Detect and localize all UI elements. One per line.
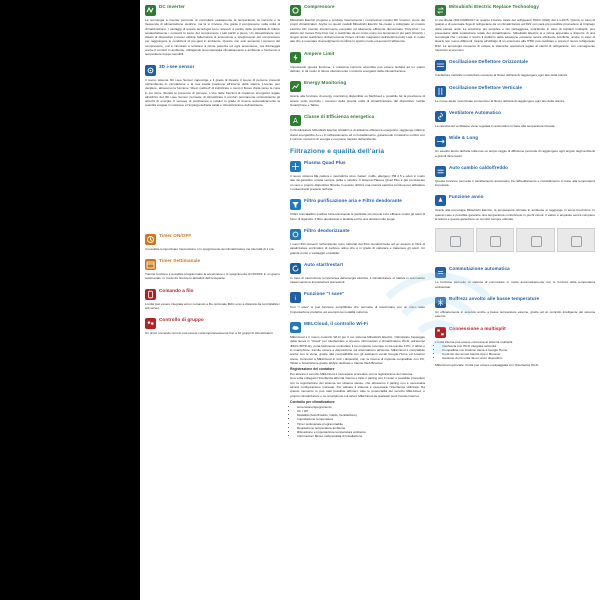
plasma-icon (290, 161, 301, 172)
block-body: Tramite funzione è possibile programmare la accensione o lo spegnimento di ON/OFF in un giorno settimanale, in modo da riuscire le abitudini dell'occupante. (145, 272, 280, 281)
block-title: DC Inverter (159, 4, 185, 9)
block-body: In caso di interruzione temporanea dell'energia elettrica, il climatizzatore si riattiva in automatico riassumendo le impostazioni precedenti. (290, 275, 425, 285)
block-body: L'unità può essere integrata ad un comando a filo opzionale MAC-xxxx a distanza da controllabile i wifi server. (145, 301, 280, 310)
block-oscillazione-orizzontale (435, 59, 595, 77)
product-image-grid (435, 228, 595, 252)
block-body: Le nuove alette motorizzate consentono al flusso dell'aria di raggiungere ogni lato della stanza. (435, 98, 565, 103)
block-title: Plasma Quad Plus (304, 160, 346, 166)
block-body: Il climatizzatore Mitsubishi Electric Ultrathin è di altissima efficienza energetica, raggiunge infatti le classi energetiche A+++ in raffrescamento ed in riscaldamento, garantendo il massimo confort con il minimo consumo di energia e nel pieno rispetto dell'ambiente. (290, 128, 425, 141)
block-body: L'unità interna può essere connessa al sistema multisplit. (435, 339, 514, 344)
block-title: Oscillazione Deflettore Orizzontale (449, 59, 529, 65)
block-ventilatore-automatico (435, 110, 595, 128)
block-filtro-deodorizzante (290, 228, 425, 255)
deodorant-filter-icon (290, 229, 301, 240)
list-item: • Informazioni Meteo nella località di installazione (297, 434, 425, 438)
block-classe-efficienza (290, 114, 425, 141)
block-title: Connessione a multisplit (449, 325, 506, 331)
block-title: Oscillazione Deflettore Verticale (449, 84, 522, 90)
block-timer-onoff (145, 233, 280, 251)
list-item: • Timer settimanale programmabile (297, 422, 425, 426)
block-replace-technology (435, 4, 595, 52)
block-wide-long (435, 135, 595, 158)
section-title-air: Filtrazione e qualità dell'aria (290, 148, 385, 156)
block-title: Filtro deodorizzante (304, 227, 350, 233)
list-item: • Modalità (Auto/Freddo, Caldo, Ventilazione) (297, 413, 425, 417)
list-item: • Compatibile con Amazon Alexa e Google Home (442, 348, 595, 352)
timer-icon (145, 234, 156, 245)
wired-remote-icon (145, 289, 156, 300)
block-title: Comando a filo (159, 287, 194, 293)
block-body: Impostando questa funzione, è massima corrente assorbita può essere limitata ad un valore definito, in tal modo si riduce ulteriormente i consumi energetici della climatizzazione. (290, 64, 425, 74)
startup-icon (435, 195, 446, 206)
list-item: • Interfaccia con Wi-Fi integrata nell'unità (442, 344, 595, 348)
column-middle (285, 0, 430, 446)
calendar-icon (145, 259, 156, 270)
product-image (516, 228, 555, 252)
block-body: Con "I save" si può funzione semplificato che permette di selezionare con un unico tasto l'impostazione preferita, ad esempio la modalità notturna. (290, 305, 425, 314)
widelong-icon (435, 136, 446, 147)
block-title: 3D i-see sensor (159, 63, 195, 69)
column-left (140, 0, 285, 343)
block-body: Grazie alla funzione di energy monitoring disponibile su MelCloud è possibile far la previsione di tenere sotto controllo i consumi della propria unità di climatizzazione dal dispositivo mobile Smartphone e Tablet. (290, 94, 425, 107)
block-title: Energy Monitoring (304, 80, 347, 86)
block-dc-inverter (145, 4, 280, 57)
energy-class-icon (290, 115, 301, 126)
block-title: Bulfrezz avvolto alle basse temperature (449, 295, 540, 301)
block-timer-settimanale (145, 258, 280, 281)
block-body: In via diretta (2017/2020/02 l'un quanto il banco totale del refrigeranti HCFC (R22) dal 1.1.2015. Quindi, in caso di guasto o di eventuale fuga di refrigerante da un climatizzatore ad R22 non sarà più possibile provvedere al rimpiego della stessa unità. La soluzione più semplice e più vantaggiosa, soprattutto in caso di impianti multisplit, può presentarsi dalla sostituzione totale del climatizzatore. Mitsubishi Electric si è prima apportata a disporre di una tecnologia che i trovate il nostro il riutilizzo della tubazione esistente senza effettuare bonifiche, anche in caso di lavarsi non nuovo differenti. Grazie all'obbligo di un escursore alla l'HSF può cambiare e presto il nuovo refrigerante R32. La tecnologia consente di evitare le classiche operazioni legate ai cambi di refrigerante, con conseguente risparmio economico. (435, 18, 595, 53)
block-body: Un elevato lancio dell'aria sulla rete un ampio raggio di diffusione permette di raggiungere ogni angolo degli ambienti a grandi dimensioni. (435, 149, 595, 158)
block-body: Il filtro fotocatalitico purifica l'aria eliminando le particelle più piccole ed è efficace contro gli odori di fumo di sigaretta. Il filtro deodorante è lavabile ed ha una durata molto lunga. (290, 212, 426, 221)
block-title: Ampere Limit (304, 50, 335, 56)
auto-change-icon (435, 166, 446, 177)
block-title: Compressore (304, 4, 335, 9)
list-item: • Rilevazione e impostazione temperatura ambiente (297, 430, 425, 434)
fan-icon (435, 111, 446, 122)
list-item: • Accensione/spegnimento (297, 405, 425, 409)
block-title: Filtro purificazione aria e Filtro deodorante (304, 198, 402, 204)
restart-icon (290, 263, 301, 274)
block-body: Mitsubishi Electric progetta e produce internamente i compressori rotativi DC Inverter, cuore dei propri climatizzatori. Anche su questi modelli Mitsubishi Electric ha creato e sviluppato un motore elettrico DC inverter interiormente compatto ed altamente efficiente denominato "Poly-Flux". Lo sfalcio del motore Poly-Flux non è realizzato da un corpo unico ma lamierato in più parti (circuiti), i singoli nuclei realizzano uniformemente l'intero circuito magnetico dell'elettrica polo) Lapi, in modo tale che è smontare di avvolgimento riembire lo spazio morto ed aumenti l'efficienza. (290, 18, 425, 44)
block-auto-cambio (435, 165, 595, 188)
block-title: Mitsubishi Electric Replace Technology (449, 4, 539, 9)
svg-text:i: i (294, 296, 297, 303)
list-item: • Impostazione temperatura (297, 417, 425, 421)
replace-icon (435, 5, 446, 16)
block-title: Funzione "I save" (304, 291, 345, 297)
ampere-icon (290, 52, 301, 63)
isave-icon (290, 292, 301, 303)
melcloud-paragraph-1: Per attivare il servizio MELCloud è necessario procedere con la registrazione del sistema. (290, 372, 413, 377)
group-control-icon (145, 318, 156, 329)
melcloud-subtitle-2: Controllo per climatizzatore (290, 399, 335, 404)
block-body: Questa funzione permette il cambiamento automatico fra raffreddamento e riscaldamento in base alla temperatura impostata. (435, 178, 595, 188)
svg-text:A: A (293, 118, 298, 126)
melcloud-control-list (297, 405, 425, 439)
block-body: La funzione permette al sistema di commutare in modo automaticamente con le funzioni della temperatura ambientale. (435, 280, 595, 289)
block-plasma-quad-plus (290, 160, 425, 191)
melcloud-paragraph-2: Una volta collegato l'interfaccia all'unità interna e fatto il pairing con il router è possibile procedere con la registrazione del sistema sul sistema stesso, che attraverso il pairing non è necessaria alcuna configurazione manuale. Per attivare il sistema è necessario l'interfaccia utilizzata. Da questo momento lo può stati possibile all'intero tutte le potenzialità del servizio MELCloud, e proprio climatizzatore e su smartphone sul valore MELCloud da qualsiasi posti tramite internet. (290, 376, 425, 398)
list-item: • Gestione di più unità da un unico dispositivo (442, 356, 595, 360)
energy-icon (290, 81, 301, 92)
block-title: MELCloud, il controllo Wi-Fi (304, 321, 368, 327)
block-title: Timer Settimanale (159, 258, 201, 264)
list-item: • Regolazione temperatura ambiente (297, 426, 425, 430)
block-body: Il nuovo sistema 3D i-see Sensor capovolge e il grado di rilevare il suono di persone presenti nell'ambiente in circolazione e la sua esatta posizione all'interno della stanza. L'utente può decidere, attraverso la funzione "direct method" di indirizzare o meno il flusso d'aria verso la zona in cui viene rilevata la presenza di persone. L'uso delle funzioni di risparmio energetico legate all'utilizzo del 3D i-see Sensor permette di climatizzare il comfort permanente minimizzando gli sprechi di energia. Il sensore di posizionare e relativi in grado di ricerca automaticamente la quantità erogate in relazione a l'impiego dell'aria calda e climatizzazione dell'ambiente. (145, 77, 280, 108)
block-title: Timer ON/OFF (159, 232, 192, 238)
block-body: Il nuovo sistema DE cattura e neutralizza virus, batteri, muffe, allergeni, PM 2.5 e odori in modo tale da garantire un'aria sempre pulita e salubre. Il sistema Plasma Quad Plus è già considerato un vero e proprio dispositivo filtrante in quanto utilizza una scarica elettrica continua per abbattere i contaminanti presenti nell'aria. (290, 174, 425, 192)
block-oscillazione-verticale (435, 85, 595, 103)
filter-icon (290, 199, 301, 210)
block-energy-monitoring (290, 80, 425, 107)
block-body: Il possibile temporizzare l'accensione o lo spegnimento del climatizzatore nei intervalli di 1 ora. (145, 246, 275, 251)
block-title: Funzione avvio (449, 194, 484, 200)
wifi-watermark-icon (378, 252, 498, 362)
product-image (557, 228, 596, 252)
block-filtro-purificazione (290, 198, 425, 221)
block-body: Il deflettore verticale motorizzato consente al flusso dell'aria di raggiungere ogni lato della stanza. (435, 73, 569, 78)
block-controllo-di-gruppo (145, 317, 280, 335)
product-image (476, 228, 515, 252)
compressor-icon (290, 5, 301, 16)
block-title: Ventilatore Automatico (449, 109, 502, 115)
block-body: Un unico comando remoto può essere contemporaneamente fino a 16 gruppi di climatizzatori. (145, 331, 274, 336)
block-body: Un efficacemente in assoluto anche a basse temperature esterne, grazie ad un controllo intelligente del sistema esterno. (435, 309, 595, 319)
block-title: Wide & Long (449, 135, 479, 141)
block-funzione-avvio (435, 194, 595, 221)
block-compressore (290, 4, 425, 44)
block-body: Grazie alla tecnologia Mitsubishi Electric, la temperatura ottimale in ambiente si raggiunge in tempi brevissimi. In questo caso è possibile garantire una temperatura confortevole in pochi minuti. Il valore è acquisito senza compiere la lettura e questo garantisce un comfort sempre ottimale. (435, 208, 595, 222)
product-image (435, 228, 474, 252)
melcloud-note: MELCloud opzionale: l'unità può essere equipaggiata con l'interfaccia Wi-Fi. (435, 362, 540, 367)
block-3d-i-see-sensor (145, 64, 280, 108)
3d-sensor-icon (145, 65, 156, 76)
block-ampere-limit (290, 51, 425, 74)
block-body: I nuovi filtri presenti nell'ambiente sono catturati dal filtro deodorizzante ad un tessuto in fibra di catalizzatore enzimatico di carbone attivo che è in grado di catturare e trattenere gli odori. Un grande punto e vantaggio e lavabile. (290, 241, 425, 255)
block-body: La velocità del ventilatore viene regolata in automatico in base alla temperatura rilevata. (435, 123, 556, 128)
melcloud-subtitle-1: Registrazione del contatore (290, 367, 335, 372)
block-title: Commutazione automatica (449, 266, 510, 272)
block-body: La tecnologia a inverter permette di controllare esattamente la temperatura, la corrente e la frequenza di alimentazione elettrica, ma la si rinviene che guida il compressore nella unità di climatizzazione. I vantaggi di questa tecnologia sono notevoli: a partire della possibilità di ridurre sostanzialmente i consumi in luoco del compressore i tutti partiti a pieno. Un climatizzatore non dotato di dispositivo inverter utilizza l'alternanza di accensione e spegnimento del compressore per raggiungere le condizioni di pre-gioti in ambiente. Questo non solo aumenta i consumi del compressore, ma è vincolato a tensione a prima potenza ed ogni accensione, ma danneggia anche il comfort in ambiente, obbligando la temperatura climaticamente e ambiente e l'aumento a temperature troppo sensibili. (145, 18, 280, 57)
list-item: • Controllo da remoto tramite App o Browser (442, 352, 595, 356)
block-title: Controllo di gruppo (159, 317, 204, 323)
datasheet-page (140, 0, 600, 600)
dc-inverter-icon (145, 5, 156, 16)
block-body: MELCloud è il nuovo controllo Wi-Fi per il tuo sistema Mitsubishi Electric. Ottimizzato l'appoggio della nuova in "Cloud" per interfacciare a ricevere informazioni e climatizzatore Wi-Fi, attraverso JMAC-587IF-E), porta facilmente controllare il tuo impianto ovunque tu sia tramite il PC, il tablet o lo smartphone, tramite essere a disposizione sul automatismo all'utente. MELCloud è compatibile anche con le viene, grazie alla compatibilità con gli assistenti vocali Google Home ed Amazon Alexa. Connessi a MELCloud in tutti i dispositivi, con la ricerca di risposta compatibile con PC, Tablet e Smartphone grazie all'App dedicate o tramite Web Browser. (290, 335, 425, 365)
swing-h-icon (435, 60, 446, 71)
block-title: Auto start/restart (304, 261, 344, 267)
block-comando-a-filo (145, 288, 280, 311)
swing-v-icon (435, 86, 446, 97)
cloud-icon (290, 322, 301, 333)
list-item: • On / Off (297, 409, 425, 413)
block-title: Auto cambio caldo/freddo (449, 164, 509, 170)
block-title: Classe di Efficienza energetica (304, 114, 375, 120)
